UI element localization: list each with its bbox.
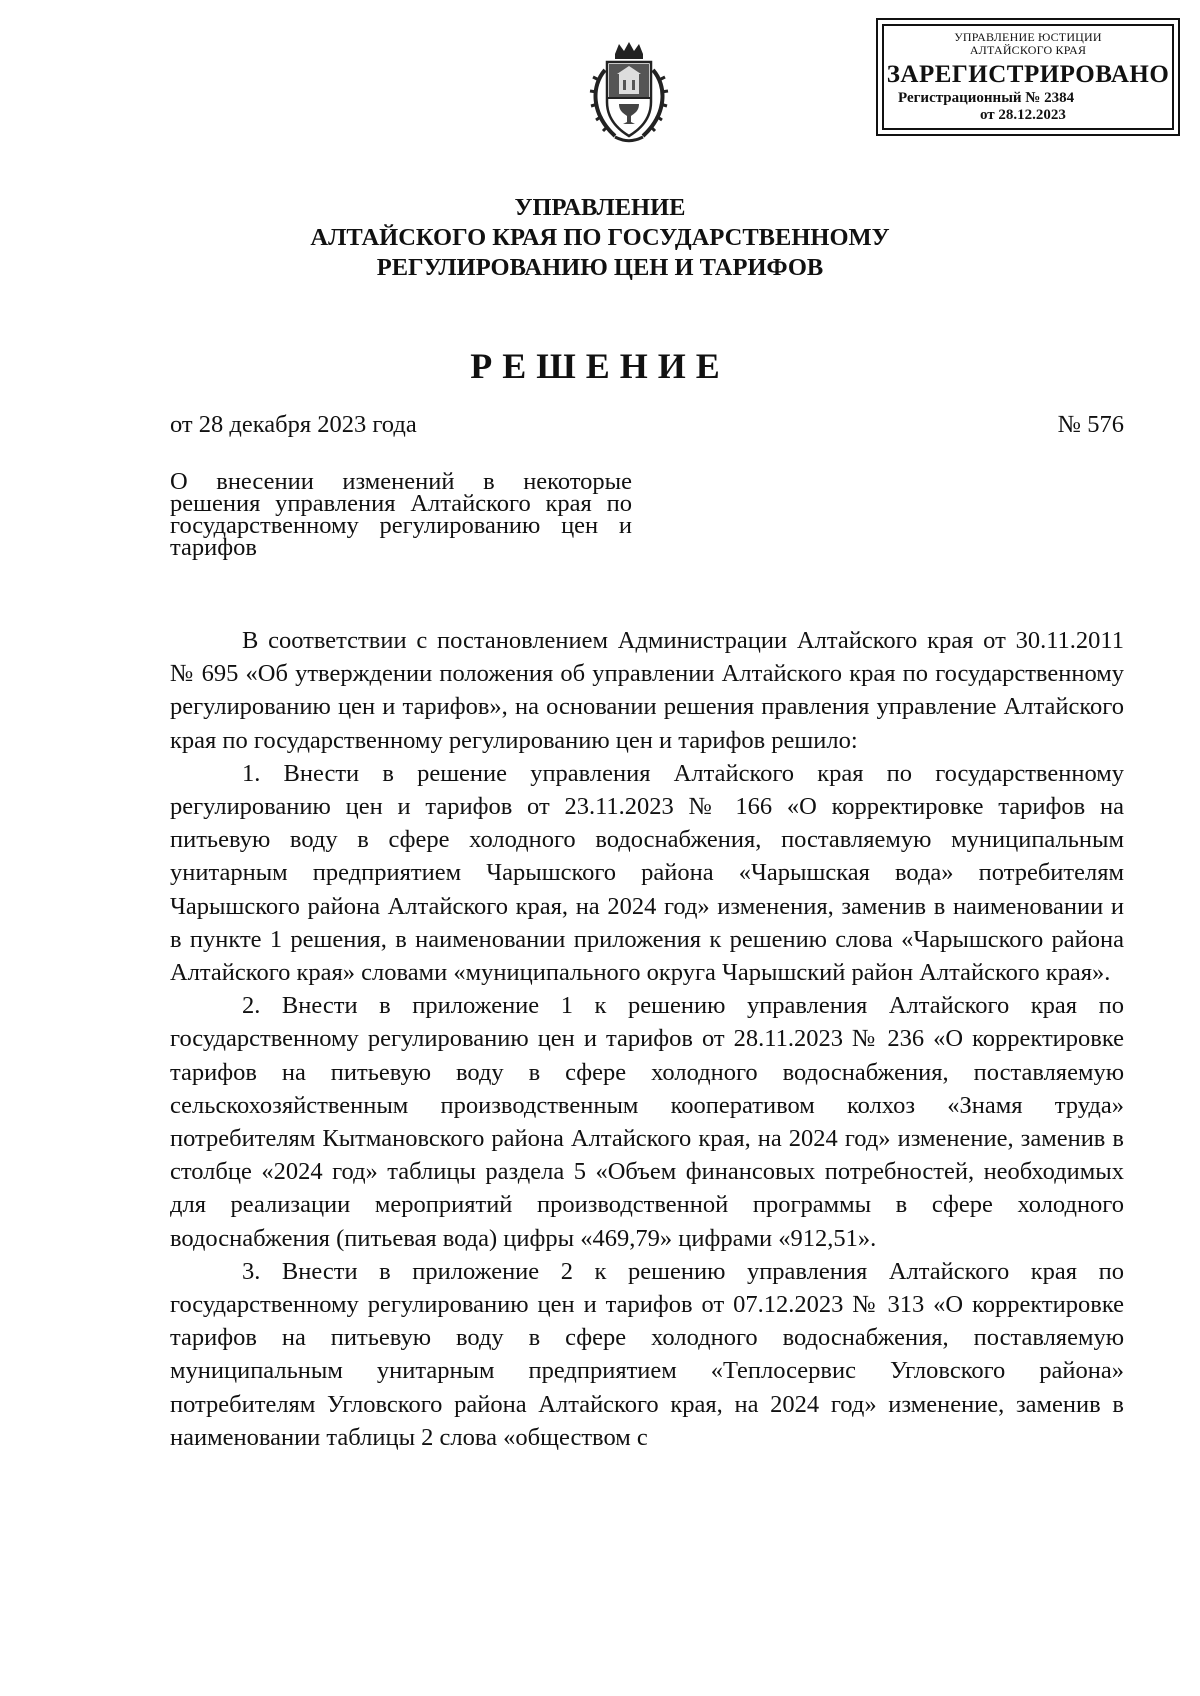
stamp-authority-line1: УПРАВЛЕНИЕ ЮСТИЦИИ xyxy=(954,30,1102,44)
organization-header xyxy=(200,193,1000,283)
stamp-status: ЗАРЕГИСТРИРОВАНО xyxy=(886,61,1170,88)
paragraph-item-1: 1. Внести в решение управления Алтайского края по государственному регулированию цен и тарифов от 23.11.2023 № 166 «О корректировке тарифов на питьевую воду в сфере холодного водоснабжения, поставляемую муниципальным унитарным предприятием Чарышского района «Чарышская вода» потребителям Чарышского района Алтайского края, на 2024 год» изменения, заменив в наименовании и в пункте 1 решения, в наименовании приложения к решению слова «Чарышского района Алтайского края» словами «муниципального округа Чарышский район Алтайского края». xyxy=(170,759,1124,987)
paragraph-item-2: 2. Внести в приложение 1 к решению управления Алтайского края по государственному регулированию цен и тарифов от 28.11.2023 № 236 «О корректировке тарифов на питьевую воду в сфере холодного водоснабжения, поставляемую сельскохозяйственным производственным кооперативом колхоз «Знамя труда» потребителям Кытмановского района Алтайского края, на 2024 год» изменение, заменив в столбце «2024 год» таблицы раздела 5 «Объем финансовых потребностей, необходимых для реализации мероприятий производственной программы в сфере холодного водоснабжения (питьевая вода) цифры «469,79» цифрами «912,51». xyxy=(170,992,1124,1252)
org-line3: РЕГУЛИРОВАНИЮ ЦЕН И ТАРИФОВ xyxy=(376,254,824,281)
registration-stamp-inner xyxy=(882,24,1174,130)
org-line1: УПРАВЛЕНИЕ xyxy=(514,194,686,221)
org-line2: АЛТАЙСКОГО КРАЯ ПО ГОСУДАРСТВЕННОМУ xyxy=(310,224,890,251)
stamp-authority-line2: АЛТАЙСКОГО КРАЯ xyxy=(969,43,1087,57)
document-subject: О внесении изменений в некоторые решения управления Алтайского края по государственному регулированию цен и тарифов xyxy=(170,468,632,561)
stamp-reg-date: от 28.12.2023 xyxy=(980,107,1066,123)
stamp-reg-number: Регистрационный № 2384 xyxy=(898,90,1075,106)
paragraph-preamble: В соответствии с постановлением Администрации Алтайского края от 30.11.2011 № 695 «Об утверждении положения об управлении Алтайского края по государственному регулированию цен и тарифов», на основании решения правления управление Алтайского края по государственному регулированию цен и тарифов решило: xyxy=(170,627,1124,754)
coat-of-arms-icon xyxy=(585,40,673,144)
registration-stamp xyxy=(876,18,1180,136)
document-number: № 576 xyxy=(1057,411,1124,438)
document-body xyxy=(170,624,1124,1454)
paragraph-item-3: 3. Внести в приложение 2 к решению управления Алтайского края по государственному регулированию цен и тарифов от 07.12.2023 № 313 «О корректировке тарифов на питьевую воду в сфере холодного водоснабжения, поставляемую муниципальным унитарным предприятием «Теплосервис Угловского района» потребителям Угловского района Алтайского края, на 2024 год» изменение, заменив в наименовании таблицы 2 слова «обществом с xyxy=(170,1257,1124,1451)
document-type-title: РЕШЕНИЕ xyxy=(470,346,730,386)
document-date: от 28 декабря 2023 года xyxy=(170,411,417,438)
